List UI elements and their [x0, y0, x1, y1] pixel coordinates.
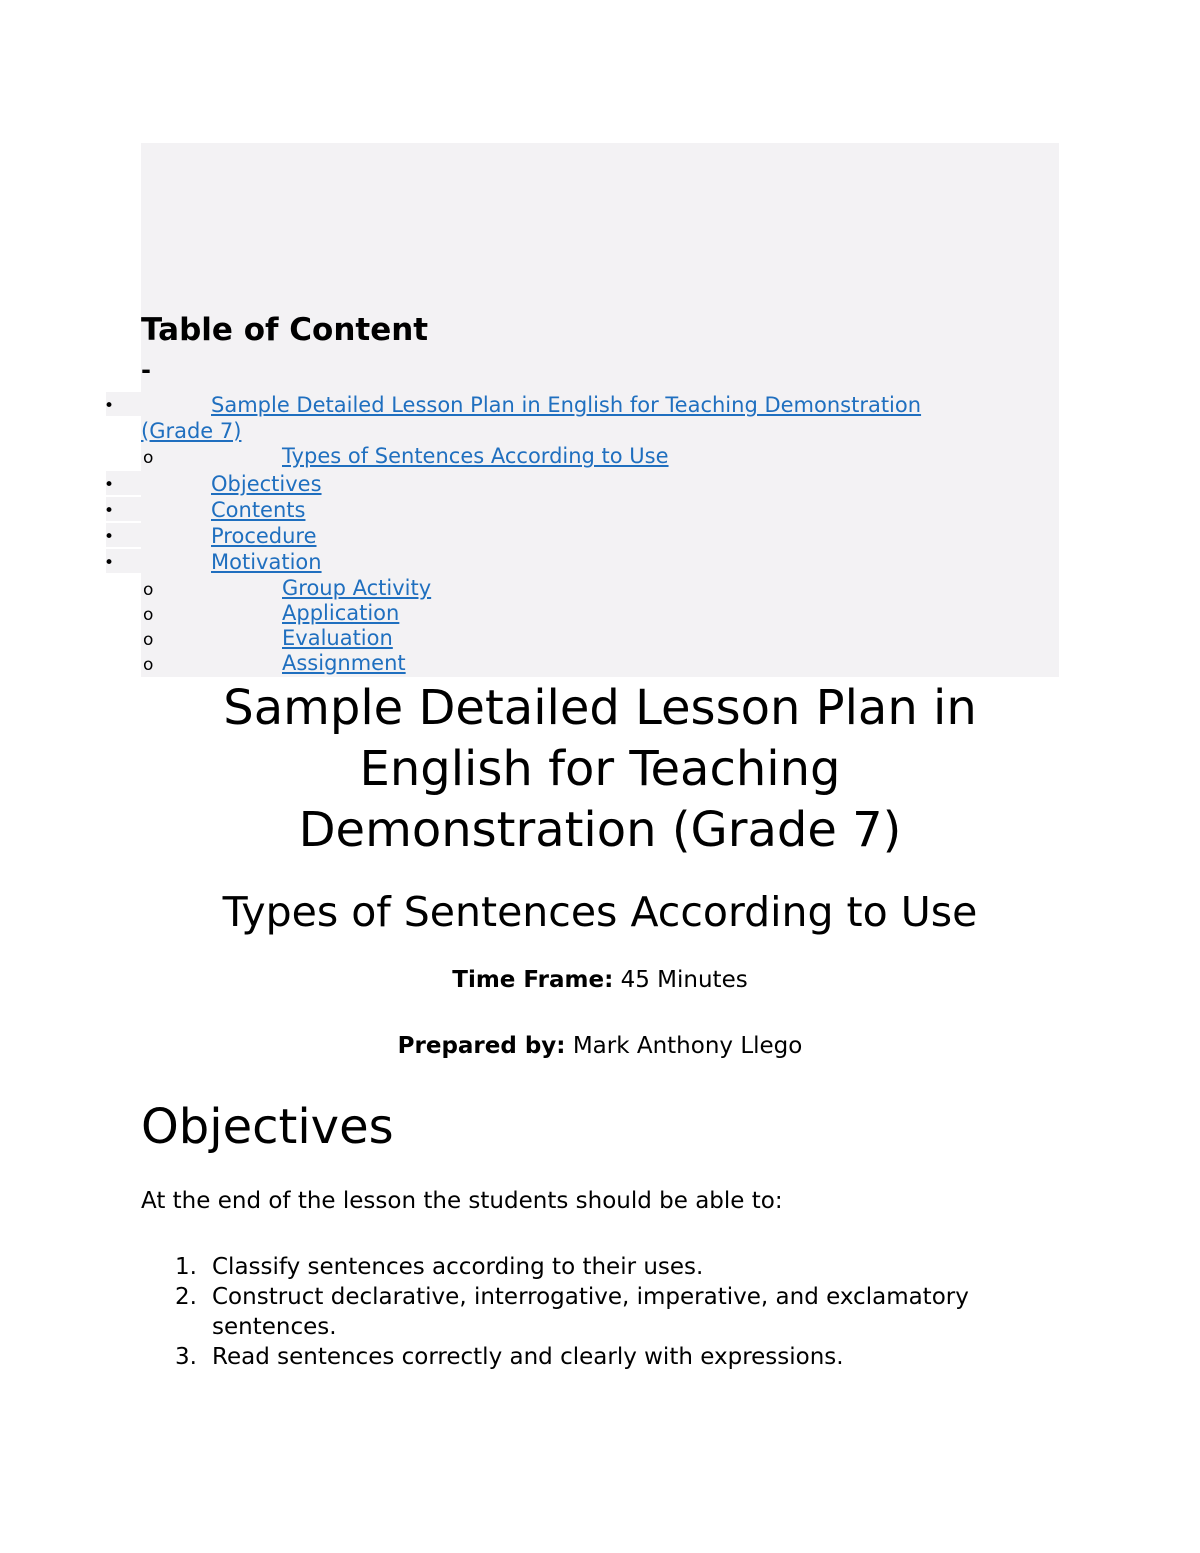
time-frame — [141, 965, 1059, 995]
list-item — [141, 1252, 1059, 1282]
page-title-line: English for Teaching — [359, 741, 841, 797]
objectives-heading: Objectives — [141, 1099, 394, 1155]
toc-link-text[interactable]: Evaluation — [282, 626, 393, 650]
list-item-number: 3. — [175, 1344, 197, 1370]
bullet-marker: • — [104, 527, 115, 547]
toc-link-evaluation[interactable] — [282, 625, 393, 651]
sub-bullet-marker: o — [143, 630, 154, 650]
toc-link-objectives[interactable] — [211, 471, 322, 497]
toc-link-text[interactable]: Objectives — [211, 472, 322, 496]
page-title-line: Demonstration (Grade 7) — [298, 802, 902, 858]
toc-link-motivation[interactable] — [211, 549, 322, 575]
list-item-number: 2. — [175, 1284, 197, 1310]
list-item-text: Read sentences correctly and clearly with expressions. — [212, 1344, 844, 1370]
list-item — [141, 1342, 1059, 1372]
sub-bullet-marker: o — [143, 605, 154, 625]
toc-link-lesson-plan[interactable] — [211, 392, 921, 418]
prepared-by-label: Prepared by: — [397, 1033, 566, 1059]
bullet-marker: • — [104, 396, 115, 416]
page-title-line: Sample Detailed Lesson Plan in — [223, 680, 977, 736]
toc-link-text[interactable]: Sample Detailed Lesson Plan in English for Teaching Demonstration — [211, 393, 922, 417]
toc-link-assignment[interactable] — [282, 650, 406, 676]
sub-bullet-marker: o — [143, 655, 154, 675]
toc-link-application[interactable] — [282, 600, 399, 626]
toc-dash: - — [141, 356, 151, 384]
toc-link-text[interactable]: Contents — [211, 498, 306, 522]
toc-link-text[interactable]: Assignment — [282, 651, 406, 675]
prepared-by-value: Mark Anthony Llego — [572, 1033, 803, 1059]
toc-link-text[interactable]: Motivation — [211, 550, 322, 574]
time-frame-value: 45 Minutes — [620, 967, 748, 993]
bullet-marker: • — [104, 553, 115, 573]
toc-link-contents[interactable] — [211, 497, 305, 523]
time-frame-label: Time Frame: — [452, 967, 614, 993]
toc-link-group-activity[interactable] — [282, 575, 431, 601]
toc-link-types-of-sentences[interactable] — [282, 443, 669, 469]
toc-link-text[interactable]: Application — [282, 601, 400, 625]
lesson-topic-heading: Types of Sentences According to Use — [222, 888, 978, 936]
toc-link-lesson-plan-continued[interactable] — [141, 418, 241, 444]
toc-link-procedure[interactable] — [211, 523, 317, 549]
list-item-number: 1. — [175, 1254, 197, 1280]
prepared-by — [141, 1031, 1059, 1061]
list-item-text: Construct declarative, interrogative, imperative, and exclamatory — [212, 1284, 969, 1310]
toc-title: Table of Content — [141, 312, 429, 348]
page-title — [141, 678, 1059, 861]
toc-link-text[interactable]: Types of Sentences According to Use — [282, 444, 669, 468]
objectives-intro: At the end of the lesson the students should be able to: — [141, 1188, 783, 1214]
list-item — [141, 1282, 1059, 1342]
toc-link-text[interactable]: (Grade 7) — [141, 419, 242, 443]
sub-bullet-marker: o — [143, 448, 154, 468]
bullet-marker: • — [104, 475, 115, 495]
sub-bullet-marker: o — [143, 580, 154, 600]
list-item-text-continued: sentences. — [212, 1314, 337, 1340]
objectives-list — [141, 1252, 1059, 1372]
list-item-text: Classify sentences according to their uses. — [212, 1254, 704, 1280]
toc-link-text[interactable]: Procedure — [211, 524, 317, 548]
toc-link-text[interactable]: Group Activity — [282, 576, 432, 600]
bullet-marker: • — [104, 501, 115, 521]
